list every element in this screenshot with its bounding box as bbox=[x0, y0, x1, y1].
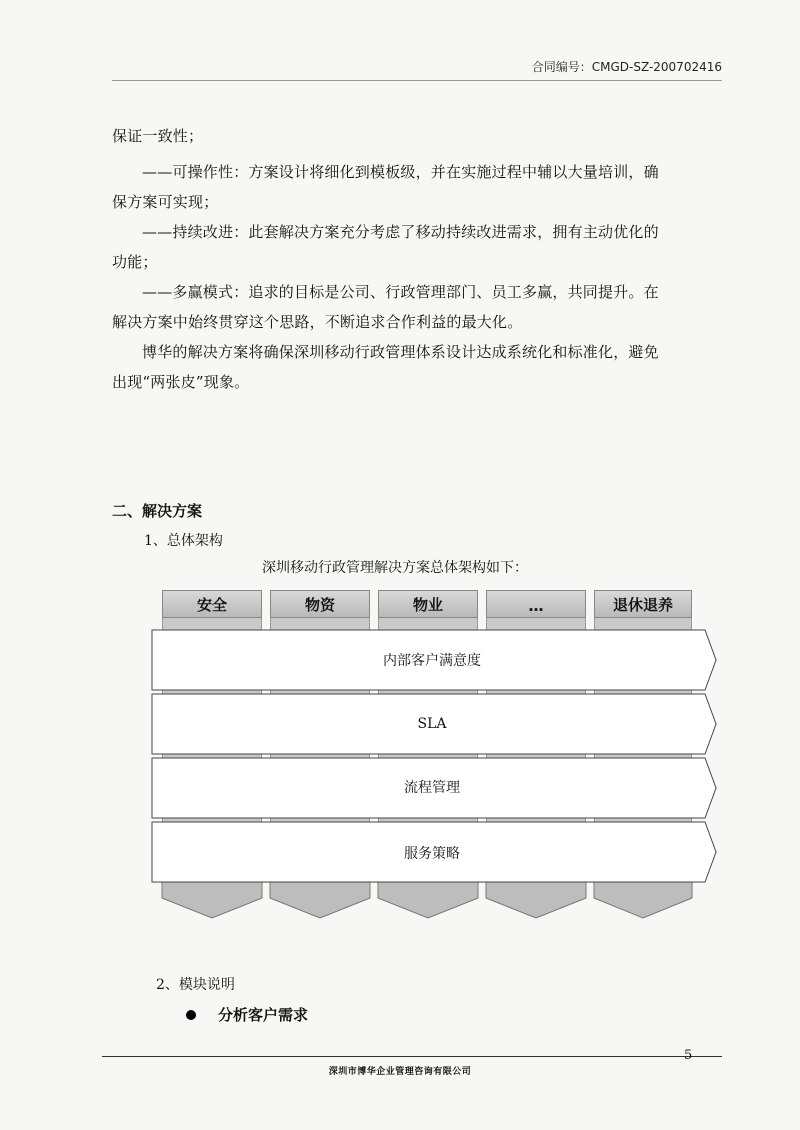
bullet-icon bbox=[186, 1010, 196, 1020]
footer-divider bbox=[102, 1056, 722, 1057]
diagram-caption: 深圳移动行政管理解决方案总体架构如下： bbox=[262, 560, 528, 576]
column-chevron-4 bbox=[486, 878, 586, 918]
column-chevron-2 bbox=[270, 878, 370, 918]
column-chevron-5 bbox=[594, 878, 692, 918]
column-chevron-1 bbox=[162, 878, 262, 918]
column-chevron-3 bbox=[378, 878, 478, 918]
footer-company: 深圳市博华企业管理咨询有限公司 bbox=[328, 1067, 472, 1077]
column-tab-retirement: 退休退养 bbox=[594, 590, 692, 618]
paragraph-consistency: 保证一致性； bbox=[112, 127, 204, 145]
band-label-strategy: 服务策略 bbox=[404, 846, 460, 862]
column-tab-safety: 安全 bbox=[162, 590, 262, 618]
column-tab-more: … bbox=[486, 590, 586, 618]
paragraph-continuous-improvement: ——持续改进：此套解决方案充分考虑了移动持续改进需求，拥有主动优化的功能； bbox=[112, 223, 659, 271]
paragraph-operability: ——可操作性：方案设计将细化到模板级，并在实施过程中辅以大量培训，确保方案可实现； bbox=[112, 163, 659, 211]
subsection-modules: 2、模块说明 bbox=[156, 977, 235, 993]
paragraph-bohua-solution: 博华的解决方案将确保深圳移动行政管理体系设计达成系统化和标准化，避免出现“两张皮”现象。 bbox=[112, 343, 659, 391]
subsection-architecture: 1、总体架构 bbox=[144, 533, 223, 549]
band-label-sla: SLA bbox=[417, 716, 447, 732]
band-label-process: 流程管理 bbox=[404, 780, 460, 796]
page-number: 5 bbox=[684, 1048, 693, 1063]
section-title: 二、解决方案 bbox=[112, 502, 203, 520]
contract-number: 合同编号：CMGD-SZ-200702416 bbox=[531, 60, 722, 74]
paragraph-win-win: ——多赢模式：追求的目标是公司、行政管理部门、员工多赢，共同提升。在解决方案中始终贯穿这个思路，不断追求合作利益的最大化。 bbox=[112, 283, 659, 331]
column-tab-property: 物业 bbox=[378, 590, 478, 618]
column-tab-materials: 物资 bbox=[270, 590, 370, 618]
band-label-satisfaction: 内部客户满意度 bbox=[383, 653, 481, 669]
bullet-analyze-needs: 分析客户需求 bbox=[218, 1006, 309, 1024]
